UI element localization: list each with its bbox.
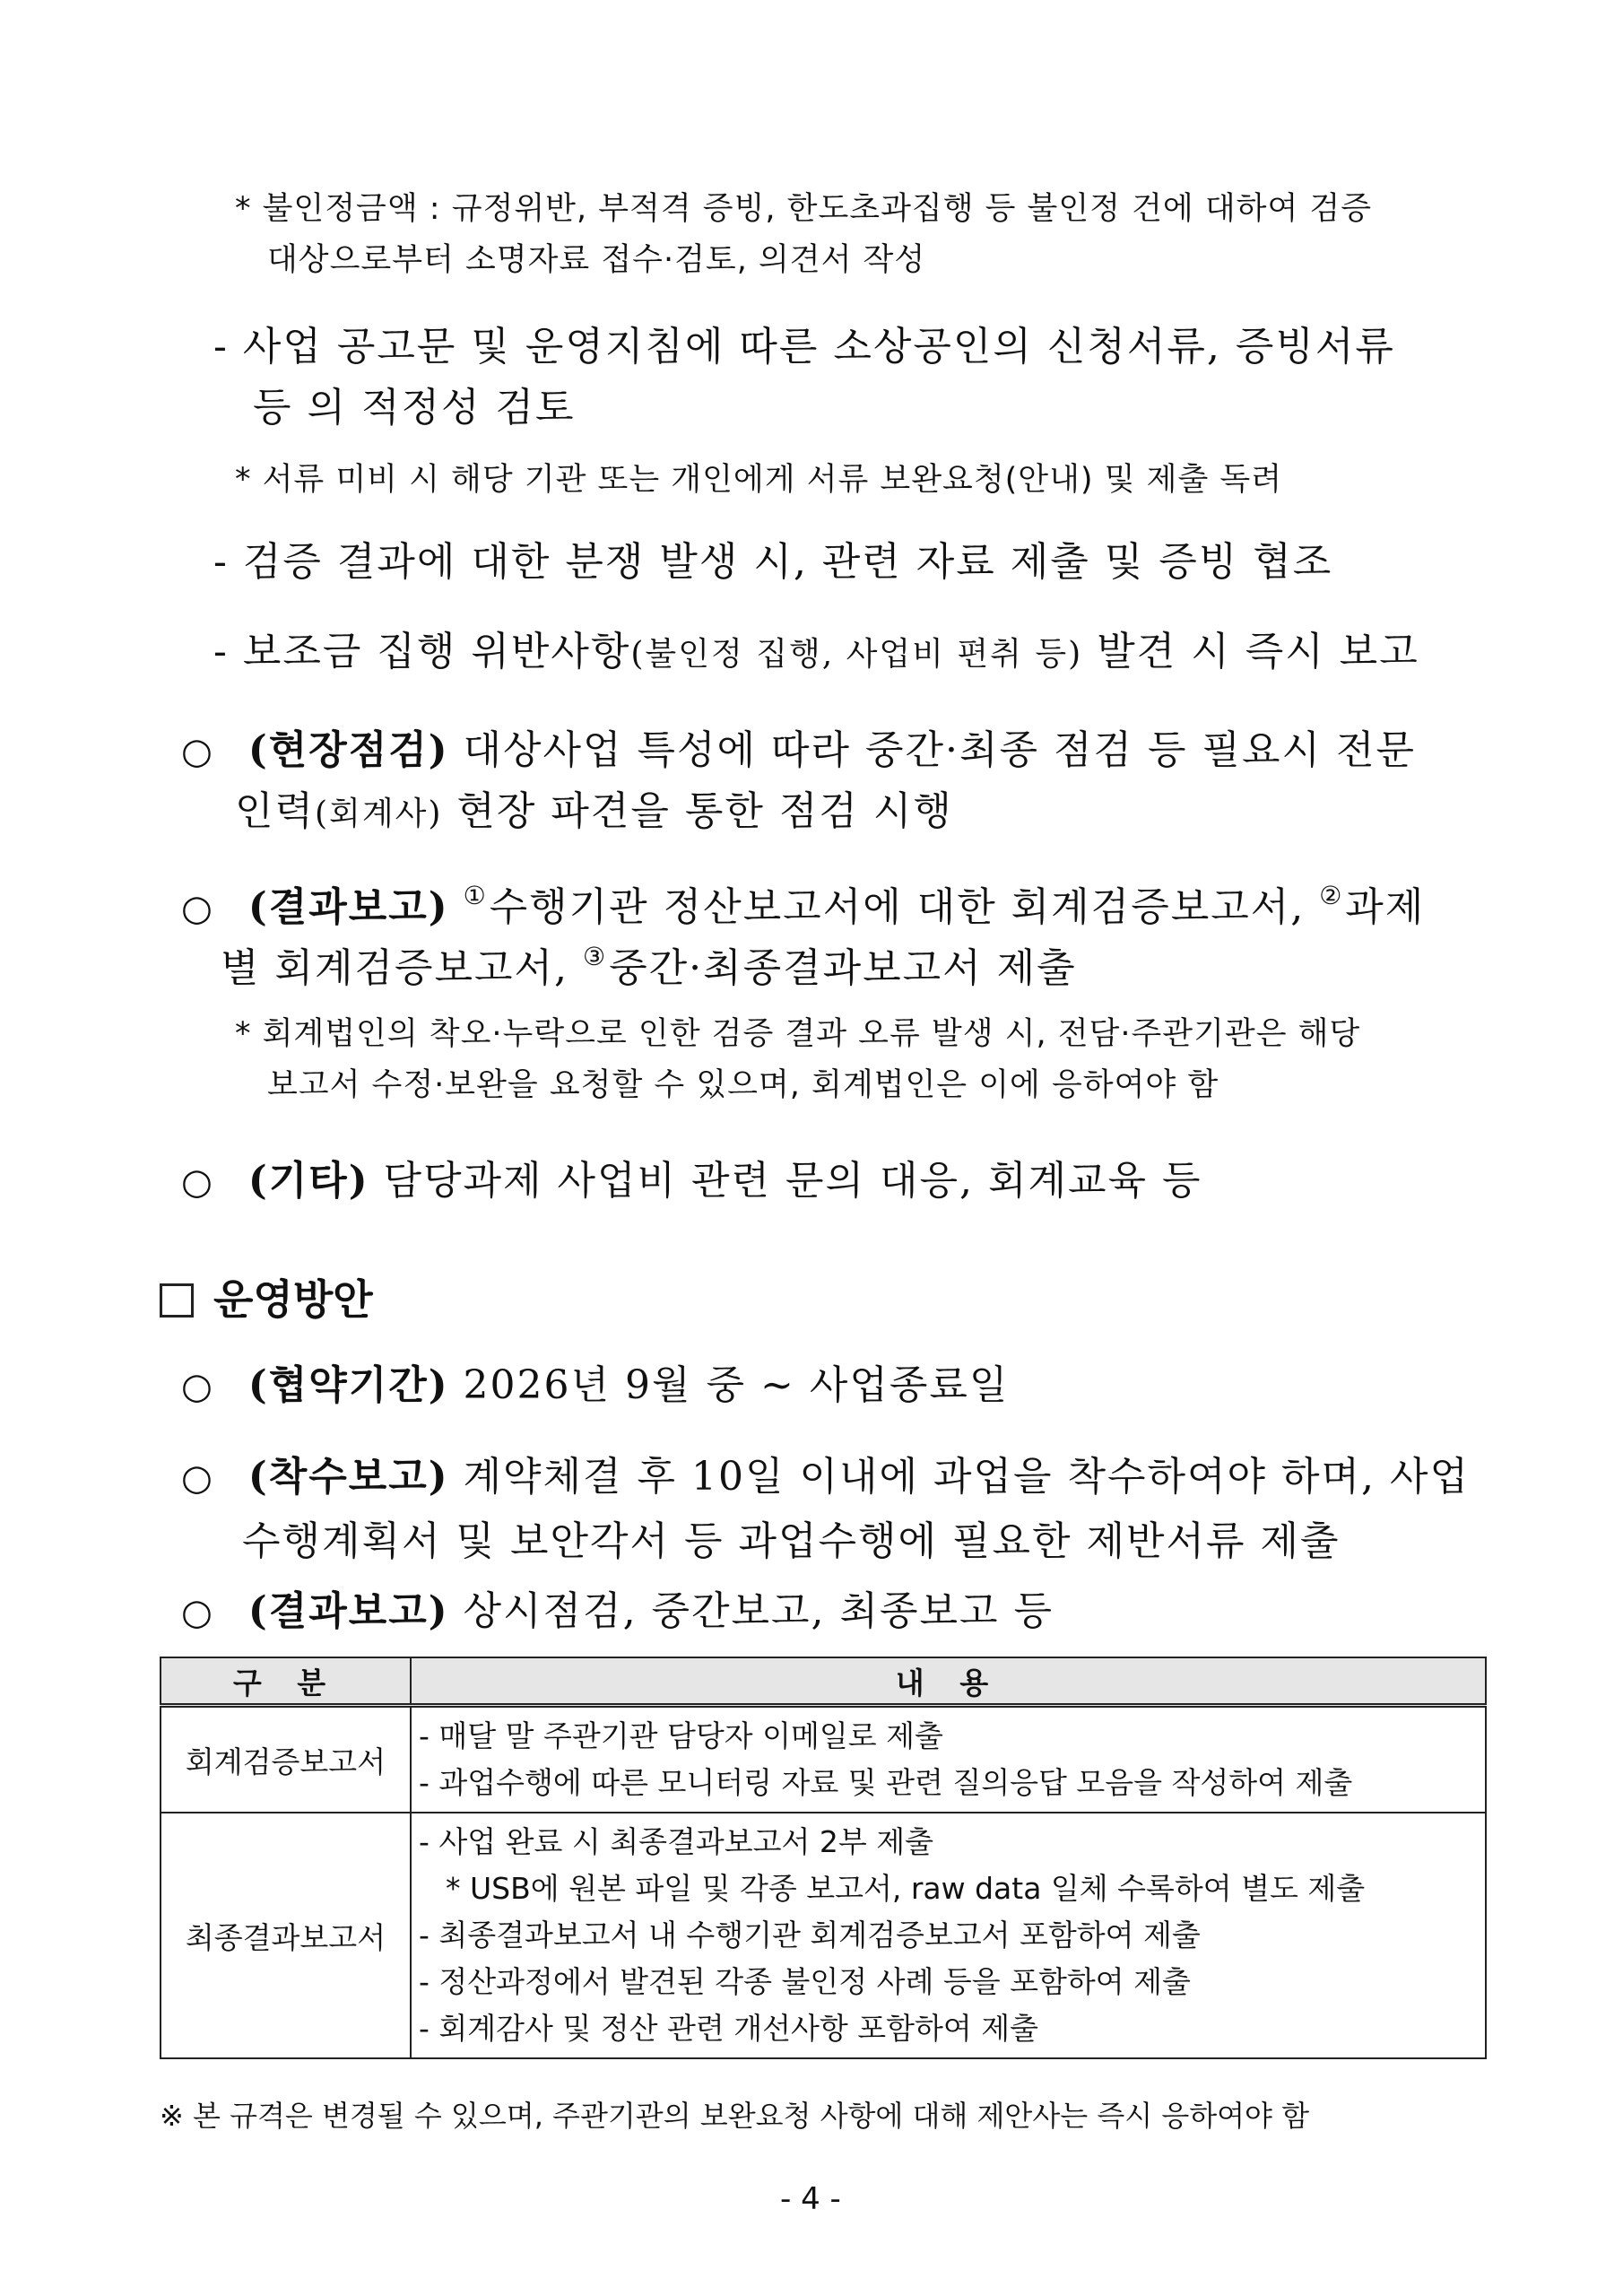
violation-report-lead: - 보조금 집행 위반사항 bbox=[213, 629, 631, 674]
kickoff-report-text: 계약체결 후 10일 이내에 과업을 착수하여야 하며, 사업 bbox=[448, 1454, 1471, 1500]
result-report-label: (결과보고) bbox=[247, 884, 449, 930]
page-number: - 4 - bbox=[780, 2181, 841, 2217]
note-disallowed-amount: * 불인정금액 : 규정위반, 부적격 증빙, 한도초과집행 등 불인정 건에 대하여 검증 bbox=[235, 191, 1373, 227]
kickoff-report-label: (착수보고) bbox=[247, 1454, 449, 1500]
section-heading bbox=[160, 1267, 373, 1326]
bullet-circle: ○ bbox=[181, 1161, 214, 1203]
line-violation-report bbox=[213, 619, 1419, 676]
table-row-content bbox=[411, 1706, 1486, 1813]
item-site-inspection-cont: 인력(회계사) 현장 파견을 통한 점검 시행 bbox=[235, 788, 953, 834]
bullet-circle: ○ bbox=[181, 731, 214, 772]
item-etc bbox=[181, 1148, 1202, 1205]
table-row-category: 회계검증보고서 bbox=[161, 1706, 411, 1813]
bullet-circle: ○ bbox=[181, 1457, 214, 1499]
table-header-category: 구 분 bbox=[161, 1657, 411, 1706]
footer-note: ※ 본 규격은 변경될 수 있으며, 주관기관의 보완요청 사항에 대해 제안사는 즉시 응하여야 함 bbox=[160, 2099, 1310, 2133]
etc-label: (기타) bbox=[247, 1158, 369, 1204]
table-row bbox=[161, 1706, 1486, 1813]
table-item: * USB에 원본 파일 및 각종 보고서, raw data 일체 수록하여 별도 제출 bbox=[446, 1871, 1366, 1906]
agreement-period-label: (협약기간) bbox=[247, 1362, 449, 1408]
item-agreement-period bbox=[181, 1352, 1009, 1410]
circled-number-2: ② bbox=[1319, 881, 1344, 910]
item-result-report: ○ (결과보고) ①수행기관 정산보고서에 대한 회계검증보고서, ②과제 bbox=[181, 881, 1426, 930]
checkbox-square-icon bbox=[160, 1283, 194, 1318]
site-inspection-text: 대상사업 특성에 따라 중간·최종 점검 등 필요시 전문 bbox=[448, 727, 1417, 773]
item-final-report bbox=[181, 1578, 1054, 1636]
note-accounting-error: * 회계법인의 착오·누락으로 인한 검증 결과 오류 발생 시, 전담·주관기관은 해당 bbox=[235, 1016, 1361, 1052]
violation-report-tail: 발견 시 즉시 보고 bbox=[1082, 629, 1419, 674]
table-item: - 사업 완료 시 최종결과보고서 2부 제출 bbox=[419, 1824, 934, 1859]
agreement-period-text: 2026년 9월 중 ~ 사업종료일 bbox=[448, 1362, 1010, 1408]
final-report-label: (결과보고) bbox=[247, 1588, 449, 1634]
final-report-text: 상시점검, 중간보고, 최종보고 등 bbox=[448, 1588, 1055, 1634]
table-item: - 회계감사 및 정산 관련 개선사항 포함하여 제출 bbox=[419, 2011, 1039, 2046]
circled-number-3: ③ bbox=[583, 942, 608, 971]
note-accounting-error-cont: 보고서 수정·보완을 요청할 수 있으며, 회계법인은 이에 응하여야 함 bbox=[267, 1067, 1219, 1103]
violation-report-example: (불인정 집행, 사업비 편취 등) bbox=[630, 636, 1083, 673]
report-table bbox=[160, 1657, 1487, 2059]
circled-number-1: ① bbox=[463, 881, 488, 910]
table-item: - 최종결과보고서 내 수행기관 회계검증보고서 포함하여 제출 bbox=[419, 1918, 1201, 1952]
table-item: - 과업수행에 따른 모니터링 자료 및 관련 질의응답 모음을 작성하여 제출 bbox=[419, 1765, 1353, 1800]
line-document-review: - 사업 공고문 및 운영지침에 따른 소상공인의 신청서류, 증빙서류 bbox=[213, 324, 1395, 370]
site-inspection-label: (현장점검) bbox=[247, 727, 449, 773]
item-kickoff-report bbox=[181, 1444, 1470, 1501]
table-row-category: 최종결과보고서 bbox=[161, 1813, 411, 2058]
etc-text: 담당과제 사업비 관련 문의 대응, 회계교육 등 bbox=[369, 1158, 1202, 1204]
bullet-circle: ○ bbox=[181, 888, 214, 929]
line-document-review-cont: 등 의 적정성 검토 bbox=[253, 385, 576, 430]
note-disallowed-amount-cont: 대상으로부터 소명자료 접수·검토, 의견서 작성 bbox=[267, 242, 926, 278]
table-item: - 정산과정에서 발견된 각종 불인정 사례 등을 포함하여 제출 bbox=[419, 1964, 1191, 1999]
table-header-row bbox=[161, 1657, 1486, 1706]
table-item: - 매달 말 주관기관 담당자 이메일로 제출 bbox=[419, 1718, 943, 1753]
bullet-circle: ○ bbox=[181, 1592, 214, 1633]
note-supplement-request: * 서류 미비 시 해당 기관 또는 개인에게 서류 보완요청(안내) 및 제출 독려 bbox=[235, 462, 1282, 498]
item-result-report-cont: 별 회계검증보고서, ③중간·최종결과보고서 제출 bbox=[221, 942, 1077, 991]
section-title: 운영방안 bbox=[213, 1275, 373, 1324]
bullet-circle: ○ bbox=[181, 1366, 214, 1407]
table-header-content: 내 용 bbox=[411, 1657, 1486, 1706]
table-row bbox=[161, 1813, 1486, 2058]
item-kickoff-report-cont: 수행계획서 및 보안각서 등 과업수행에 필요한 제반서류 제출 bbox=[242, 1518, 1341, 1564]
item-site-inspection bbox=[181, 718, 1416, 775]
line-dispute-support: - 검증 결과에 대한 분쟁 발생 시, 관련 자료 제출 및 증빙 협조 bbox=[213, 539, 1333, 585]
table-row-content bbox=[411, 1813, 1486, 2058]
